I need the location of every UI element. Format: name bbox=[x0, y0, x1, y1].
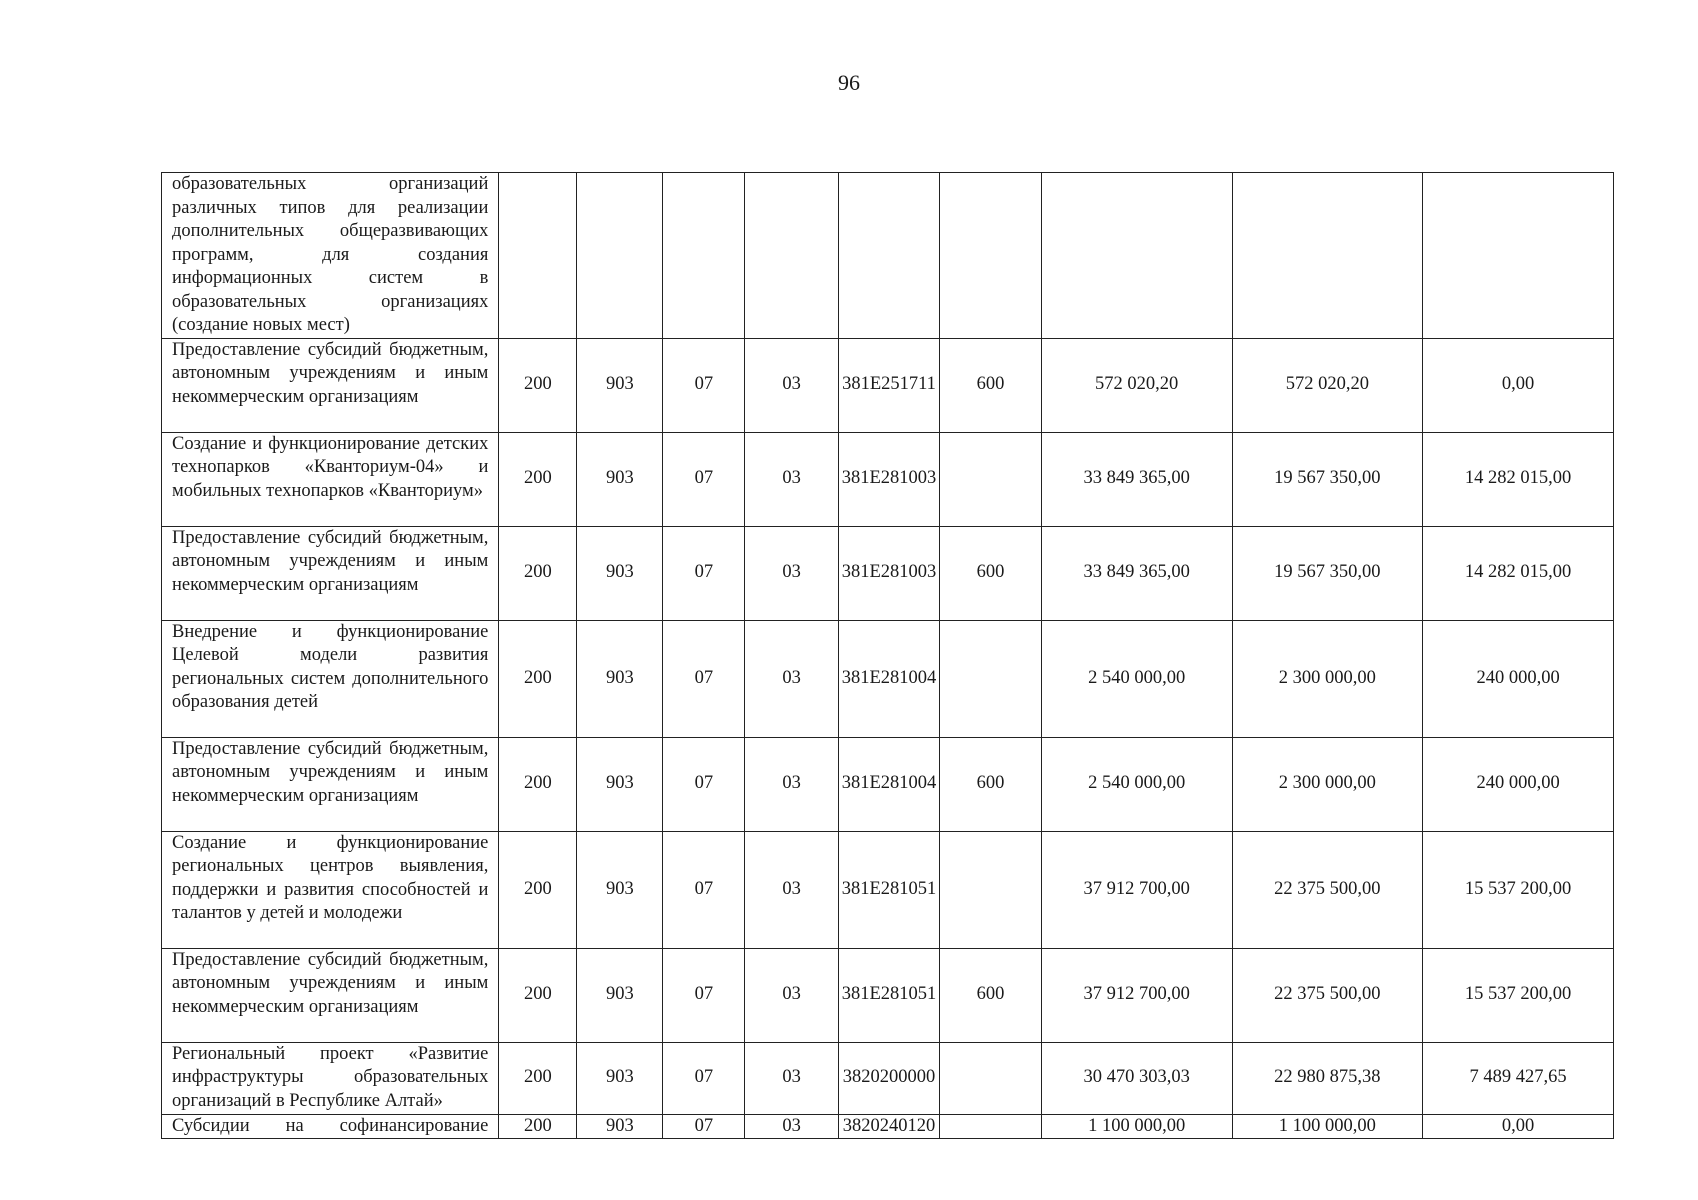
cell-amount-3: 14 282 015,00 bbox=[1423, 526, 1614, 620]
cell-code-3: 07 bbox=[663, 526, 745, 620]
cell-code-3: 07 bbox=[663, 432, 745, 526]
cell-amount-2: 22 375 500,00 bbox=[1232, 831, 1423, 948]
cell-amount-2: 22 980 875,38 bbox=[1232, 1042, 1423, 1114]
cell-code-2: 903 bbox=[577, 526, 663, 620]
cell-code-4: 03 bbox=[745, 432, 838, 526]
cell-code-1: 200 bbox=[499, 1042, 577, 1114]
cell-description: Создание и функционирование детских технопарков «Кванториум-04» и мобильных технопарков «Кванториум» bbox=[162, 432, 499, 526]
cell-code-1: 200 bbox=[499, 338, 577, 432]
cell-code-1: 200 bbox=[499, 432, 577, 526]
cell-amount-3: 14 282 015,00 bbox=[1423, 432, 1614, 526]
cell-code-3: 07 bbox=[663, 831, 745, 948]
cell-code-3: 07 bbox=[663, 737, 745, 831]
cell-target-code bbox=[838, 173, 940, 339]
cell-amount-total: 2 540 000,00 bbox=[1041, 737, 1232, 831]
cell-description: Предоставление субсидий бюджетным, автономным учреждениям и иным некоммерческим организациям bbox=[162, 526, 499, 620]
cell-code-4: 03 bbox=[745, 737, 838, 831]
cell-target-code: 381E281003 bbox=[838, 432, 940, 526]
cell-amount-total: 30 470 303,03 bbox=[1041, 1042, 1232, 1114]
cell-expense-type: 600 bbox=[940, 948, 1042, 1042]
cell-code-2: 903 bbox=[577, 432, 663, 526]
cell-code-2: 903 bbox=[577, 338, 663, 432]
cell-target-code: 381E281051 bbox=[838, 831, 940, 948]
cell-expense-type bbox=[940, 831, 1042, 948]
cell-amount-3: 7 489 427,65 bbox=[1423, 1042, 1614, 1114]
cell-expense-type bbox=[940, 1114, 1042, 1139]
cell-amount-total: 37 912 700,00 bbox=[1041, 831, 1232, 948]
cell-code-1: 200 bbox=[499, 948, 577, 1042]
cell-amount-total: 2 540 000,00 bbox=[1041, 620, 1232, 737]
cell-amount-total: 1 100 000,00 bbox=[1041, 1114, 1232, 1139]
cell-code-2: 903 bbox=[577, 737, 663, 831]
cell-code-3 bbox=[663, 173, 745, 339]
cell-description: Субсидии на софинансирование bbox=[162, 1114, 499, 1139]
cell-amount-2: 2 300 000,00 bbox=[1232, 620, 1423, 737]
cell-amount-3: 0,00 bbox=[1423, 1114, 1614, 1139]
table-row bbox=[162, 1042, 1614, 1114]
cell-code-3: 07 bbox=[663, 338, 745, 432]
cell-code-1: 200 bbox=[499, 620, 577, 737]
table-row bbox=[162, 737, 1614, 831]
table-row bbox=[162, 620, 1614, 737]
cell-expense-type bbox=[940, 620, 1042, 737]
cell-description: Внедрение и функционирование Целевой модели развития региональных систем дополнительного образования детей bbox=[162, 620, 499, 737]
cell-code-4: 03 bbox=[745, 1042, 838, 1114]
cell-description: Создание и функционирование региональных центров выявления, поддержки и развития способностей и талантов у детей и молодежи bbox=[162, 831, 499, 948]
cell-amount-3: 240 000,00 bbox=[1423, 620, 1614, 737]
cell-amount-3: 0,00 bbox=[1423, 338, 1614, 432]
cell-code-4: 03 bbox=[745, 338, 838, 432]
cell-amount-3: 15 537 200,00 bbox=[1423, 948, 1614, 1042]
table-row bbox=[162, 338, 1614, 432]
cell-code-4: 03 bbox=[745, 620, 838, 737]
cell-code-2: 903 bbox=[577, 1114, 663, 1139]
cell-code-3: 07 bbox=[663, 620, 745, 737]
cell-code-4: 03 bbox=[745, 526, 838, 620]
cell-code-1: 200 bbox=[499, 526, 577, 620]
cell-expense-type: 600 bbox=[940, 526, 1042, 620]
cell-amount-total: 33 849 365,00 bbox=[1041, 432, 1232, 526]
cell-code-1: 200 bbox=[499, 1114, 577, 1139]
cell-amount-3: 15 537 200,00 bbox=[1423, 831, 1614, 948]
cell-code-2: 903 bbox=[577, 831, 663, 948]
cell-target-code: 381E281003 bbox=[838, 526, 940, 620]
cell-code-4: 03 bbox=[745, 948, 838, 1042]
cell-code-2: 903 bbox=[577, 1042, 663, 1114]
table-row bbox=[162, 173, 1614, 339]
cell-target-code: 3820240120 bbox=[838, 1114, 940, 1139]
cell-code-1: 200 bbox=[499, 737, 577, 831]
cell-code-3: 07 bbox=[663, 948, 745, 1042]
cell-amount-2 bbox=[1232, 173, 1423, 339]
cell-amount-2: 2 300 000,00 bbox=[1232, 737, 1423, 831]
cell-amount-3 bbox=[1423, 173, 1614, 339]
table-row bbox=[162, 1114, 1614, 1139]
page-number: 96 bbox=[838, 70, 860, 95]
cell-code-2 bbox=[577, 173, 663, 339]
cell-amount-total: 572 020,20 bbox=[1041, 338, 1232, 432]
cell-description: Региональный проект «Развитие инфраструктуры образовательных организаций в Республике Алтай» bbox=[162, 1042, 499, 1114]
cell-description: образовательных организаций различных типов для реализации дополнительных общеразвивающих программ, для создания информационных систем в образовательных организациях (создание новых мест) bbox=[162, 173, 499, 339]
cell-amount-2: 572 020,20 bbox=[1232, 338, 1423, 432]
cell-amount-total bbox=[1041, 173, 1232, 339]
table-row bbox=[162, 831, 1614, 948]
budget-table bbox=[161, 172, 1614, 1139]
cell-amount-total: 37 912 700,00 bbox=[1041, 948, 1232, 1042]
cell-code-3: 07 bbox=[663, 1042, 745, 1114]
cell-description: Предоставление субсидий бюджетным, автономным учреждениям и иным некоммерческим организациям bbox=[162, 338, 499, 432]
cell-amount-2: 22 375 500,00 bbox=[1232, 948, 1423, 1042]
cell-target-code: 381E281004 bbox=[838, 737, 940, 831]
cell-code-1: 200 bbox=[499, 831, 577, 948]
cell-target-code: 381E281051 bbox=[838, 948, 940, 1042]
cell-expense-type: 600 bbox=[940, 737, 1042, 831]
cell-expense-type: 600 bbox=[940, 338, 1042, 432]
cell-code-4: 03 bbox=[745, 1114, 838, 1139]
cell-code-3: 07 bbox=[663, 1114, 745, 1139]
cell-amount-2: 1 100 000,00 bbox=[1232, 1114, 1423, 1139]
cell-code-4 bbox=[745, 173, 838, 339]
cell-target-code: 3820200000 bbox=[838, 1042, 940, 1114]
table-row bbox=[162, 432, 1614, 526]
cell-description: Предоставление субсидий бюджетным, автономным учреждениям и иным некоммерческим организациям bbox=[162, 737, 499, 831]
cell-target-code: 381E281004 bbox=[838, 620, 940, 737]
cell-code-2: 903 bbox=[577, 948, 663, 1042]
cell-description: Предоставление субсидий бюджетным, автономным учреждениям и иным некоммерческим организациям bbox=[162, 948, 499, 1042]
cell-code-4: 03 bbox=[745, 831, 838, 948]
table-row bbox=[162, 526, 1614, 620]
cell-amount-2: 19 567 350,00 bbox=[1232, 526, 1423, 620]
cell-amount-2: 19 567 350,00 bbox=[1232, 432, 1423, 526]
cell-expense-type bbox=[940, 432, 1042, 526]
cell-expense-type bbox=[940, 1042, 1042, 1114]
cell-code-2: 903 bbox=[577, 620, 663, 737]
cell-target-code: 381E251711 bbox=[838, 338, 940, 432]
cell-expense-type bbox=[940, 173, 1042, 339]
cell-code-1 bbox=[499, 173, 577, 339]
table-row bbox=[162, 948, 1614, 1042]
cell-amount-3: 240 000,00 bbox=[1423, 737, 1614, 831]
cell-amount-total: 33 849 365,00 bbox=[1041, 526, 1232, 620]
